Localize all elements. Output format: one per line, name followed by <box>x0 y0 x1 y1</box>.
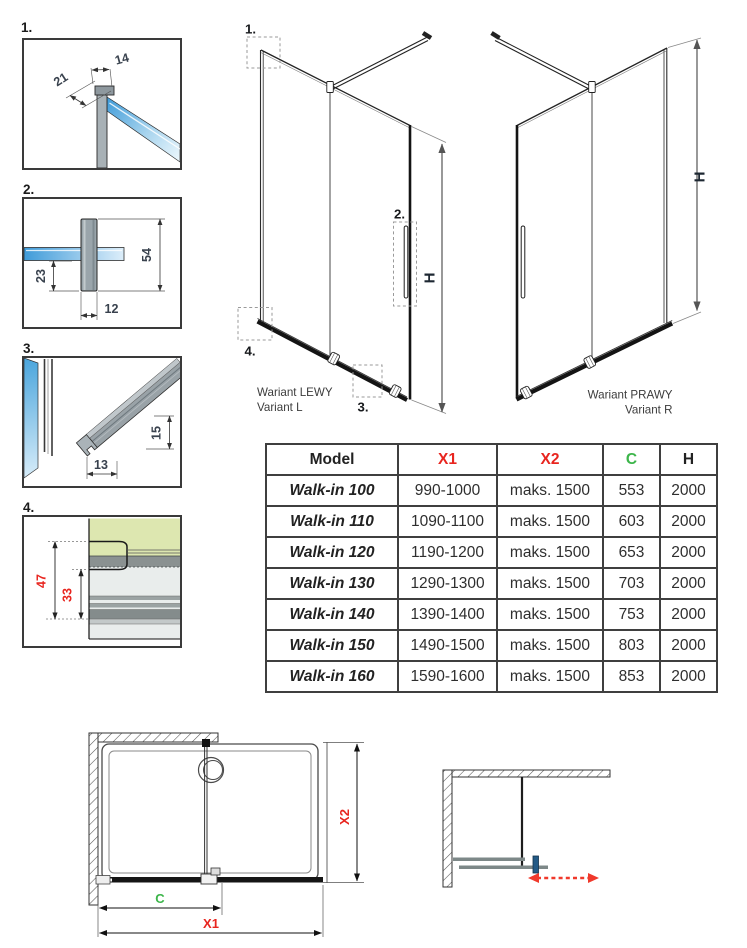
dim-label-21: 21 <box>51 69 71 90</box>
h-cell: 2000 <box>660 661 717 692</box>
x1-cell: 1090-1100 <box>398 506 497 537</box>
c-cell: 553 <box>603 475 660 506</box>
wall-hatch-top <box>452 770 610 777</box>
x1-cell: 1490-1500 <box>398 630 497 661</box>
dim-label-c: C <box>155 891 165 906</box>
floor-section-bands <box>89 519 180 640</box>
callout-4: 4. <box>244 343 256 359</box>
height-label: H <box>421 272 439 284</box>
dim-line-14 <box>92 70 109 71</box>
x2-cell: maks. 1500 <box>497 475 603 506</box>
h-cell: 2000 <box>660 537 717 568</box>
x1-cell: 990-1000 <box>398 475 497 506</box>
h-cell: 2000 <box>660 568 717 599</box>
wall-profile-lines <box>45 359 53 456</box>
handle-bar <box>81 219 97 291</box>
variant-left-drawing <box>235 10 470 430</box>
wall-profile-cap <box>95 86 114 95</box>
h-cell: 2000 <box>660 475 717 506</box>
detail-3-number: 3. <box>23 341 35 356</box>
callout-3: 3. <box>357 399 369 415</box>
glass-highlight <box>110 103 181 149</box>
slide-view-drawing <box>430 745 640 905</box>
glass-panel <box>24 358 38 478</box>
slide-direction-arrow <box>528 873 599 883</box>
model-cell: Walk-in 150 <box>266 630 398 661</box>
h-cell: 2000 <box>660 506 717 537</box>
table-row <box>266 568 717 599</box>
variant-right-drawing <box>480 10 747 430</box>
ceiling-support-bar <box>492 33 596 93</box>
c-cell: 853 <box>603 661 660 692</box>
slide-view-svg <box>430 745 640 905</box>
col-header-model: Model <box>266 444 398 475</box>
roller-tab <box>211 868 220 875</box>
detail-3-box <box>22 356 182 488</box>
sliding-bar-1 <box>453 858 525 862</box>
drain-circle-outer <box>199 758 224 783</box>
glass-screen <box>517 48 667 399</box>
c-cell: 653 <box>603 537 660 568</box>
col-header-x2: X2 <box>497 444 603 475</box>
ceiling-support-bar <box>327 33 431 93</box>
variant-caption-pl: Wariant LEWY <box>257 386 333 399</box>
detail-1-drawing <box>24 40 180 168</box>
table-row <box>266 630 717 661</box>
dim-label-23: 23 <box>34 269 48 283</box>
c-cell: 803 <box>603 630 660 661</box>
x2-cell: maks. 1500 <box>497 630 603 661</box>
glass-panel <box>107 97 180 162</box>
dim-leader-lines <box>46 542 89 620</box>
variant-right-svg <box>480 10 747 430</box>
x1-cell: 1390-1400 <box>398 599 497 630</box>
detail-4-number: 4. <box>23 500 35 515</box>
h-cell: 2000 <box>660 630 717 661</box>
handle-bar <box>521 226 525 298</box>
col-header-c: C <box>603 444 660 475</box>
roller-bracket <box>201 874 217 884</box>
dim-label-14: 14 <box>113 50 131 68</box>
detail-4-drawing <box>24 517 180 646</box>
glass-panel <box>24 248 124 261</box>
dim-label-54: 54 <box>140 248 154 262</box>
height-label: H <box>691 171 709 183</box>
height-dimension <box>412 127 447 414</box>
dim-label-x1: X1 <box>203 916 219 931</box>
wall-bracket <box>96 876 110 885</box>
spec-table <box>265 443 718 693</box>
plan-view-svg <box>80 725 380 948</box>
x2-cell: maks. 1500 <box>497 599 603 630</box>
c-cell: 753 <box>603 599 660 630</box>
wall-hatch-top <box>98 733 218 742</box>
callout-1: 1. <box>245 21 256 37</box>
table-header-row <box>266 444 717 475</box>
x2-cell: maks. 1500 <box>497 661 603 692</box>
table-row <box>266 599 717 630</box>
dim-label-13: 13 <box>94 458 108 472</box>
dim-line-21 <box>70 96 86 106</box>
detail-2-drawing <box>24 199 180 327</box>
detail-2-number: 2. <box>23 182 35 197</box>
model-cell: Walk-in 130 <box>266 568 398 599</box>
table-row <box>266 537 717 568</box>
model-cell: Walk-in 100 <box>266 475 398 506</box>
table-row <box>266 661 717 692</box>
model-cell: Walk-in 120 <box>266 537 398 568</box>
variant-caption-en: Variant L <box>257 401 303 414</box>
detail-4-box <box>22 515 182 648</box>
detail-3-drawing <box>24 358 180 486</box>
spec-table-wrapper <box>265 443 718 693</box>
model-cell: Walk-in 160 <box>266 661 398 692</box>
plan-view-drawing <box>80 725 380 948</box>
detail-2-box <box>22 197 182 329</box>
col-header-h: H <box>660 444 717 475</box>
c-cell: 703 <box>603 568 660 599</box>
dim-label-x2: X2 <box>337 809 352 825</box>
callout-2: 2. <box>394 206 405 222</box>
c-cell: 603 <box>603 506 660 537</box>
rail-profile <box>76 359 180 456</box>
dim-label-33: 33 <box>60 588 75 602</box>
col-header-x1: X1 <box>398 444 497 475</box>
x2-cell: maks. 1500 <box>497 568 603 599</box>
wall-hatch-left <box>443 770 452 887</box>
variant-caption-en: Variant R <box>625 403 673 417</box>
dim-label-47: 47 <box>34 574 49 588</box>
model-cell: Walk-in 110 <box>266 506 398 537</box>
dim-label-15: 15 <box>149 426 164 440</box>
glass-screen <box>261 50 411 400</box>
x2-cell: maks. 1500 <box>497 537 603 568</box>
model-cell: Walk-in 140 <box>266 599 398 630</box>
table-row <box>266 475 717 506</box>
dim-label-12: 12 <box>104 302 119 316</box>
handle-bar <box>404 226 408 298</box>
variant-caption-pl: Wariant PRAWY <box>587 388 673 402</box>
table-row <box>266 506 717 537</box>
wall-profile-bar <box>97 95 107 168</box>
detail-1-box <box>22 38 182 170</box>
x1-cell: 1290-1300 <box>398 568 497 599</box>
variant-left-svg <box>235 10 470 430</box>
handle-knob <box>533 856 539 873</box>
detail-1-number: 1. <box>21 20 33 35</box>
x1-cell: 1190-1200 <box>398 537 497 568</box>
h-cell: 2000 <box>660 599 717 630</box>
x1-cell: 1590-1600 <box>398 661 497 692</box>
x2-cell: maks. 1500 <box>497 506 603 537</box>
